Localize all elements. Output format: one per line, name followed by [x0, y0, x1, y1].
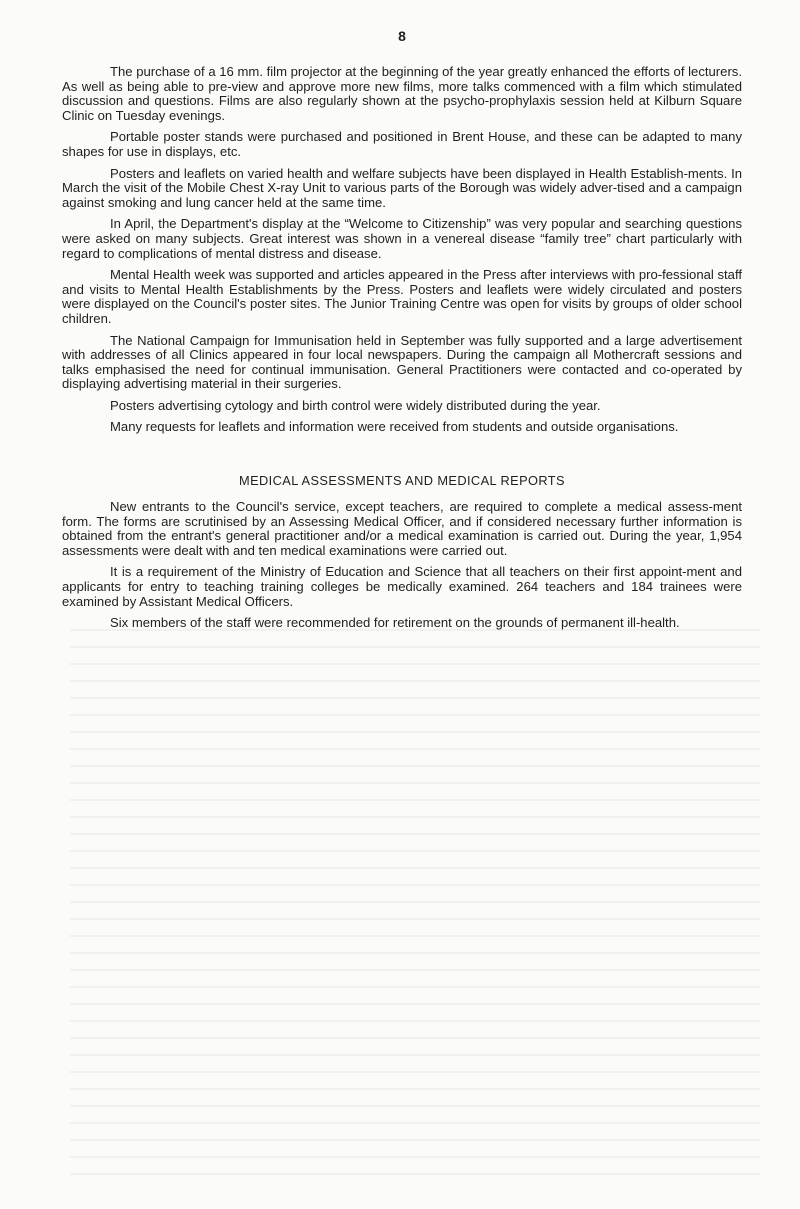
- page-number: 8: [398, 28, 406, 44]
- body-text-top: [62, 65, 742, 435]
- section-heading: MEDICAL ASSESSMENTS AND MEDICAL REPORTS: [239, 473, 565, 489]
- body-text-section: [62, 500, 742, 631]
- paragraph-cytology-posters: Posters advertising cytology and birth control were widely distributed during the year.: [110, 397, 601, 413]
- paragraph-retirement: Six members of the staff were recommended for retirement on the grounds of permanent ill-health.: [110, 615, 680, 631]
- paragraph-welcome-citizenship: In April, the Department's display at the “Welcome to Citizenship” was very popular and searching questions were asked on many subjects. Great interest was shown in a venereal disease “family tree” chart particularly with regard to complications of mental distress and disease.: [62, 216, 742, 261]
- paragraph-poster-stands: Portable poster stands were purchased and positioned in Brent House, and these can be adapted to many shapes for use in displays, etc.: [62, 129, 742, 159]
- paragraph-mental-health-week: Mental Health week was supported and articles appeared in the Press after interviews with pro-fessional staff and visits to Mental Health Establishments by the Press. Posters and leaflets were widely circulated and posters were displayed on the Council's poster sites. The Junior Training Centre was open for visits by groups of older school children.: [62, 267, 742, 326]
- paragraph-posters-leaflets: Posters and leaflets on varied health and welfare subjects have been displayed in Health Establish-ments. In March the visit of the Mobile Chest X-ray Unit to various parts of the Borough was widely adver-tised and a campaign against smoking and lung cancer held at the same time.: [62, 165, 742, 210]
- paragraph-teachers-requirement: It is a requirement of the Ministry of Education and Science that all teachers on their first appoint-ment and applicants for entry to teaching training colleges be medically examined. 264 teachers and 184 trainees were examined by Assistant Medical Officers.: [62, 564, 742, 609]
- paragraph-new-entrants: New entrants to the Council's service, except teachers, are required to complete a medical assess-ment form. The forms are scrutinised by an Assessing Medical Officer, and if considered necessary further information is obtained from the entrant's general practitioner and/or a medical examination is carried out. During the year, 1,954 assessments were dealt with and ten medical examinations were carried out.: [62, 499, 742, 558]
- paragraph-leaflet-requests: Many requests for leaflets and information were received from students and outside organisations.: [110, 419, 679, 435]
- paragraph-immunisation-campaign: The National Campaign for Immunisation held in September was fully supported and a large advertisement with addresses of all Clinics appeared in four local newspapers. During the campaign all Mothercraft sessions and talks emphasised the need for continual immunisation. General Practitioners were contacted and co-operated by displaying advertising material in their surgeries.: [62, 332, 742, 392]
- paragraph-film-projector: The purchase of a 16 mm. film projector at the beginning of the year greatly enhanced the efforts of lecturers. As well as being able to pre-view and approve more new films, more talks commenced with a film which stimulated discussion and questions. Films are also regularly shown at the psycho-prophylaxis session held at Kilburn Square Clinic on Tuesday evenings.: [62, 64, 742, 123]
